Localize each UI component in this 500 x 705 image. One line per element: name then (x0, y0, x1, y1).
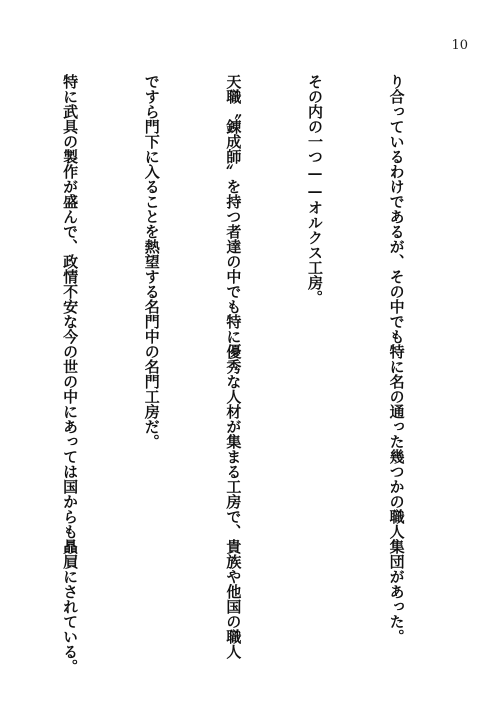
text-line: り合っているわけであるが、その中でも特に名の通った幾つかの職人集団があった。 (387, 74, 406, 644)
text-line: ですら門下に入ることを熱望する名門中の名門工房だ。 (142, 74, 161, 449)
text-line: その内の一つ——オルクス工房。 (305, 74, 324, 305)
text-line (0, 74, 2, 674)
novel-text-block (0, 74, 464, 674)
page-number: 10 (451, 38, 468, 53)
text-line: 天職〝錬成師〟を持つ者達の中でも特に優秀な人材が集まる工房で、貴族や他国の職人 (224, 74, 243, 659)
text-line: 特に武具の製作が盛んで、政情不安な今の世の中にあっては国からも贔屓にされている。 (61, 74, 80, 674)
